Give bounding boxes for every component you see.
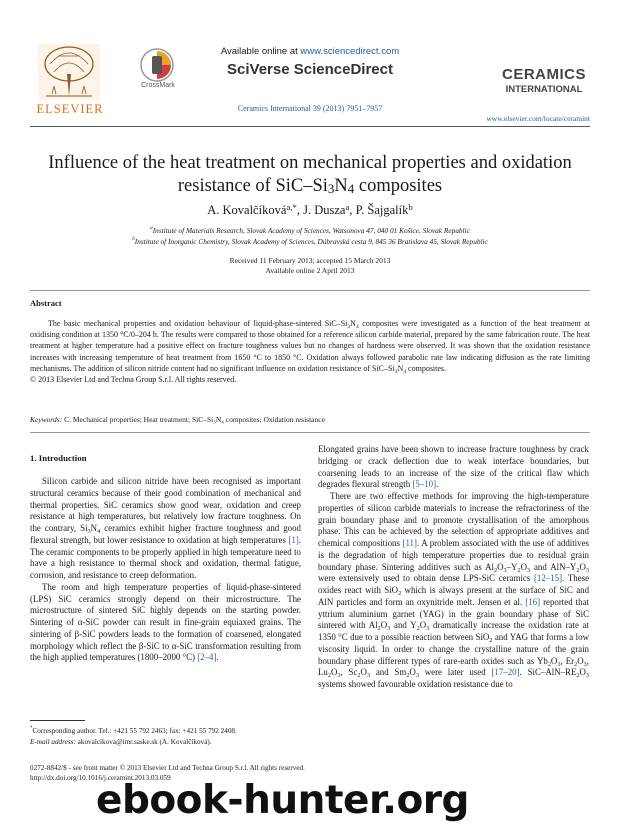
journal-url-link[interactable]: www.elsevier.com/locate/ceramint bbox=[486, 114, 590, 123]
keywords bbox=[30, 415, 590, 424]
author-3[interactable]: , P. Šajgalík bbox=[349, 203, 409, 217]
aff-a-sup: a bbox=[150, 225, 153, 231]
title-n: N bbox=[334, 176, 348, 196]
journal-citation[interactable]: Ceramics International 39 (2013) 7951–7957 bbox=[237, 104, 383, 113]
sciencedirect-link[interactable]: www.sciencedirect.com bbox=[300, 46, 400, 57]
crossmark-label: CrossMark bbox=[141, 82, 175, 89]
author-2-sup: a bbox=[345, 202, 350, 212]
affiliation-a bbox=[40, 226, 580, 235]
email-label: E-mail address: bbox=[30, 738, 76, 746]
journal-logo-line-1: CERAMICS bbox=[501, 66, 586, 83]
platform-name: SciVerse ScienceDirect bbox=[227, 61, 393, 78]
issn-line: 0272-8842/$ - see front matter © 2013 Elsevier Ltd and Techna Group S.r.l. All rights reserved. bbox=[30, 764, 305, 772]
body-column-left: Silicon carbide and silicon nitride have been recognised as important structural ceramics because of their good combination of mechanical and thermal properties. SiC ceramics show good wear, oxidation and creep resistance at high temperatures, but relatively low fracture toughness. On the contrary, $Si_3N_4$ ceramics exhibit higher fracture toughness and good flexural strength, but lower resistance to oxidation at high temperatures [1]. The ceramic components to be properly applied in high temperature need to have a high resistance to thermal shock and oxidation, thermal fatigue, corrosion, and resistance to creep deformation. The room and high temperature properties of liquid-phase-sintered (LPS) SiC ceramics strongly depend on their microstructure. The microstructure of sintered SiC highly depends on the starting powder. Sintering of α-SiC powder can result in fine-grain equiaxed grains. The sintering of β-SiC powders leads to the formation of coarsened, elongated morphology which reflect the β-SiC to α-SiC transformation resulting from the high applied temperatures (1800–2000 °C) [2–4]. bbox=[30, 476, 301, 663]
author-2[interactable]: , J. Dusza bbox=[296, 203, 346, 217]
article-title bbox=[40, 152, 580, 198]
keywords-label: Keywords: bbox=[30, 415, 63, 424]
corresponding-author-note bbox=[30, 727, 310, 735]
title-line-2e: composites bbox=[354, 176, 443, 196]
title-line-1: Influence of the heat treatment on mechanical properties and oxidation bbox=[48, 153, 572, 173]
crossmark-icon[interactable] bbox=[138, 46, 176, 84]
abstract-bottom-divider bbox=[30, 432, 590, 433]
affiliation-b bbox=[40, 237, 580, 246]
abstract-heading: Abstract bbox=[30, 298, 62, 308]
available-date: Available online 2 April 2013 bbox=[265, 266, 355, 275]
footnote-text: Corresponding author. Tel.: +421 55 792 2463; fax: +421 55 792 2408. bbox=[32, 727, 237, 735]
author-1-sup: a,* bbox=[286, 202, 297, 212]
footnote-rule bbox=[30, 720, 85, 721]
doi-link[interactable]: http://dx.doi.org/10.1016/j.ceramint.2013.03.059 bbox=[30, 774, 171, 782]
keywords-list: C. Mechanical properties; Heat treatment; SiC–Si₃N₄ composites; Oxidation resistance bbox=[62, 415, 325, 424]
publisher-wordmark: ELSEVIER bbox=[36, 102, 104, 116]
header-divider bbox=[30, 126, 590, 127]
aff-a-text: Institute of Materials Research, Slovak Academy of Sciences, Watsonova 47, 040 01 Košice, Slovak Republic bbox=[152, 226, 470, 235]
available-prefix: Available online at bbox=[220, 46, 301, 57]
email-address[interactable]: akovalcikova@imr.saske.sk (A. Kovalčíková). bbox=[75, 738, 212, 746]
abstract-top-divider bbox=[30, 290, 590, 291]
footnote-sup: * bbox=[30, 726, 33, 731]
journal-logo-line-2: INTERNATIONAL bbox=[505, 84, 583, 95]
author-3-sup: b bbox=[408, 202, 413, 212]
section-heading: 1. Introduction bbox=[30, 453, 87, 463]
watermark: ebook-hunter.org bbox=[96, 778, 469, 823]
received-date: Received 11 February 2013; accepted 15 March 2013 bbox=[229, 256, 391, 265]
elsevier-tree-logo bbox=[38, 44, 100, 100]
aff-b-sup: b bbox=[132, 236, 135, 242]
aff-b-text: Institute of Inorganic Chemistry, Slovak Academy of Sciences, Dúbravská cesta 9, 845 36 Bratislava 45, Slovak Republic bbox=[134, 237, 488, 246]
title-sub-4: 4 bbox=[347, 181, 355, 196]
author-list bbox=[40, 203, 580, 218]
abstract-body: The basic mechanical properties and oxidation behaviour of liquid-phase-sintered SiC–$Si_3N_4$ composites were investigated as a function of the heat treatment at oxidising condition at 1350 °C/0–204 h. The results were compared to those obtained for a reference silicon carbide material, prepared by the same fabrication route. The heat treatment at higher temperature had a positive effect on fracture toughness values but no changes of hardness were observed. It was shown that the oxidation resistance increases with increasing temperature of heat treatment from 1650 °C to 1850 °C. Oxidation always followed parabolic rate law indicating diffusion as the rate limiting mechanisms. The addition of silicon nitride content had no significant influence on oxidation resistance of SiC–$Si_3N_4$ composites. © 2013 Elsevier Ltd and Techna Group S.r.l. All rights reserved. bbox=[30, 319, 591, 385]
available-online bbox=[210, 46, 410, 57]
author-1[interactable]: A. Kovalčíková bbox=[207, 203, 287, 217]
title-line-2a: resistance of SiC–Si bbox=[177, 176, 328, 196]
title-sub-3: 3 bbox=[327, 181, 335, 196]
body-column-right: Elongated grains have been shown to increase fracture toughness by crack bridging or crack deflection due to weak interface boundaries, but coarsening leads to an increase of the size of the critical flaw which degrades flexural strength [5–10]. There are two effective methods for improving the high-temperature properties of silicon carbide materials to increase the refractoriness of the grain boundary phase and to promote crystallisation of the amorphous phase. This can be achieved by the selection of appropriate additives and chemical compositions [11]. A problem associated with the use of additives is the degradation of high temperature properties due to residual grain boundary phase. Sintering additives such as $Al_2O_3-Y_2O_3$ and AlN–$Y_2O_3$ were extensively used to obtain dense LPS-SiC ceramics [12–15]. These oxides react with SiO$_2$ which is always present at the surface of SiC and AlN particles and form an oxynitride melt. Jensen et al. [16] reported that yttrium aluminium garnet (YAG) in the grain boundary phase of SiC sintered with $Al_2O_3$ and $Y_2O_3$ dramatically increase the oxidation rate at 1350 °C due to a possible reaction between SiO$_2$ and YAG that forms a low viscosity liquid. In order to change the crystalline nature of the grain boundary phase different types of rare-earth oxides such as $Yb_2O_3$, $Er_2O_3$, $Lu_2O_3$, $Sc_2O_3$ and $Sm_2O_3$ were later used [17–20]. SiC–$AlN-RE_2O_3$ systems showed favourable oxidation resistance due to bbox=[318, 444, 590, 689]
email-note bbox=[30, 738, 310, 746]
